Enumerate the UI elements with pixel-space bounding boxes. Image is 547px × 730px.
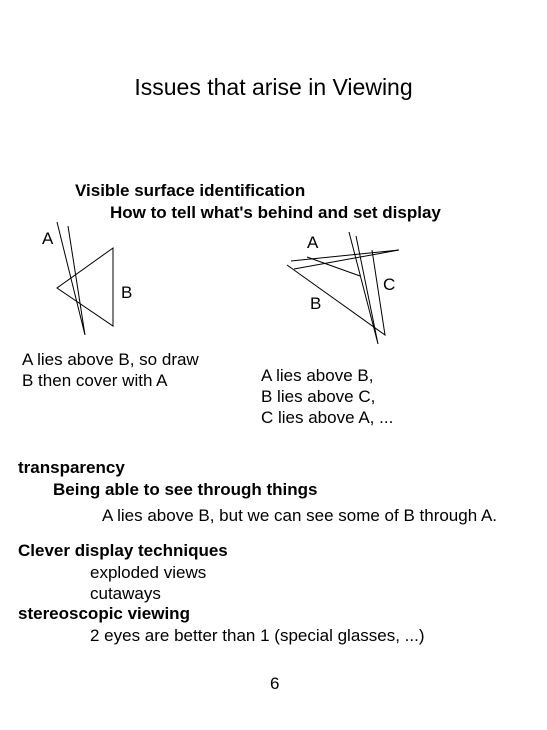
figure2-caption-line1: A lies above B,	[261, 366, 374, 385]
visible-surface-heading: Visible surface identification	[75, 181, 306, 200]
figure2-caption-line2: B lies above C,	[261, 387, 376, 406]
page-title: Issues that arise in Viewing	[134, 74, 413, 100]
transparency-detail: A lies above B, but we can see some of B through A.	[102, 506, 498, 525]
page-number: 6	[270, 674, 280, 693]
figure2-caption-line3: C lies above A, ...	[261, 408, 394, 427]
figure1-caption-line2: B then cover with A	[22, 371, 168, 390]
stereoscopic-heading: stereoscopic viewing	[18, 604, 190, 623]
figure1-label-b: B	[121, 283, 133, 302]
figure1-caption-line1: A lies above B, so draw	[22, 350, 199, 369]
transparency-subheading: Being able to see through things	[53, 480, 318, 499]
figure2-label-b: B	[310, 294, 322, 313]
clever-item-exploded-views: exploded views	[90, 563, 207, 582]
figure1-label-a: A	[42, 229, 54, 248]
stereoscopic-detail: 2 eyes are better than 1 (special glasses, ...)	[90, 626, 425, 645]
figure2-label-a: A	[307, 233, 319, 252]
transparency-heading: transparency	[18, 458, 125, 477]
clever-item-cutaways: cutaways	[90, 584, 161, 603]
clever-display-heading: Clever display techniques	[18, 541, 228, 560]
figure2-label-c: C	[383, 275, 396, 294]
visible-surface-subheading: How to tell what's behind and set display	[110, 203, 441, 222]
